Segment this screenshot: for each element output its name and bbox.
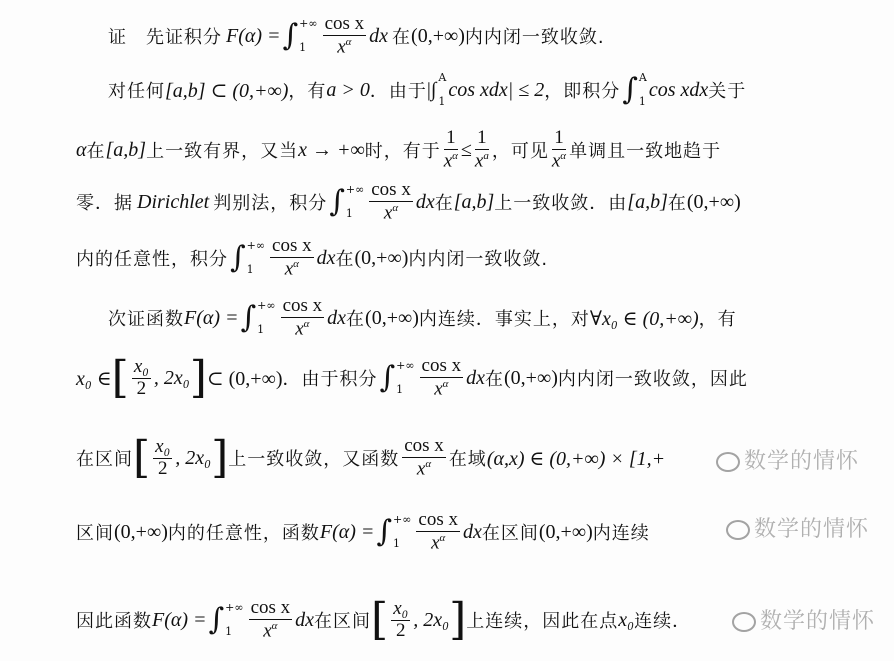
line6-text-a: 次证函数	[108, 309, 184, 331]
line9-text-c: 内的任意性，函数	[167, 523, 320, 545]
line4-text-f: 上一致收敛．由	[494, 193, 628, 215]
line1-interval: (0,+∞)	[411, 24, 465, 47]
line3-text-i: 单调且一致地趋于	[569, 141, 722, 163]
watermark-1: 数学的情怀	[716, 444, 859, 475]
line2-text-a: 对任何	[108, 81, 165, 103]
interval-right: , 2x₀	[413, 608, 450, 631]
line2-a-positive: a > 0	[326, 78, 370, 101]
integral-sign: ∫ +∞ 1	[329, 182, 365, 221]
line4-interval-2: [a,b]	[627, 190, 668, 213]
line2-bound: cos xdx| ≤ 2	[448, 78, 545, 101]
line3-text-h: ，可见	[491, 141, 549, 163]
integral-sign: ∫ +∞ 1	[230, 238, 266, 277]
watermark-3: 数学的情怀	[732, 604, 875, 635]
line2-integrand: cos xdx	[648, 78, 709, 101]
right-bracket: ]	[449, 594, 467, 646]
left-bracket: [	[133, 432, 151, 484]
line4-open-interval: (0,+∞)	[686, 190, 741, 213]
fraction-cos-over-x-alpha: $\frac{\text{cos x}}{x^\alpha}$	[250, 597, 291, 642]
wechat-logo-icon	[716, 452, 740, 472]
proof-line-4	[76, 180, 894, 224]
fraction-x0-over-2: $\frac{\text{x₀}}{2}$	[155, 435, 171, 479]
line9-interval-2: (0,+∞)	[538, 520, 593, 543]
fraction-cos-over-x-alpha: $\frac{\text{cos x}}{x^\alpha}$	[324, 13, 365, 58]
line8-domain: (α,x) ∈ (0,+∞) × [1,+	[486, 447, 666, 470]
dx: dx	[295, 608, 315, 631]
line1-text-b: 在	[392, 27, 412, 49]
line9-text-e: 在区间	[481, 523, 539, 545]
line7-subset: ⊂ (0,+∞)	[206, 367, 283, 390]
line2-text-e: ．由于	[369, 81, 427, 103]
interval-right: , 2x₀	[175, 446, 212, 469]
integral-sign: ∫ A 1	[622, 71, 647, 109]
integral-sign: ∫ +∞ 1	[379, 358, 415, 397]
line3-text-b: 在	[86, 141, 106, 163]
fraction-cos-over-x-alpha: $\frac{\text{cos x}}{x^\alpha}$	[371, 179, 411, 224]
dx: dx	[466, 366, 485, 389]
line4-text-d: 在	[434, 193, 454, 215]
line9-text-a: 区间	[76, 523, 114, 545]
line3-limit: x → +∞	[298, 138, 365, 161]
line9-F: F(α) =	[319, 520, 375, 543]
integral-sign: A 1	[438, 71, 447, 109]
proof-line-6	[108, 296, 894, 340]
line6-text-c: 在	[346, 309, 366, 331]
watermark-2: 数学的情怀	[726, 512, 869, 543]
line3-text-d: 上一致有界，又当	[146, 141, 299, 163]
line7-interval: (0,+∞)	[504, 366, 558, 389]
line7-text-f: 内内闭一致收敛，因此	[557, 369, 748, 391]
fraction-one-over-x-alpha: $\frac{1}{x^\alpha}$	[443, 127, 458, 172]
dx: dx	[327, 306, 347, 329]
line10-x0: x₀	[618, 608, 635, 631]
fraction-one-over-x-alpha: $\frac{1}{x^\alpha}$	[551, 127, 567, 172]
line8-text-a: 在区间	[76, 449, 133, 471]
line5-text-d: 内内闭一致收敛.	[408, 249, 549, 271]
line4-interval: [a,b]	[453, 190, 495, 213]
fraction-one-over-x-a: $\frac{1}{x^a}$	[474, 127, 489, 172]
line5-text-b: 在	[335, 249, 355, 271]
line7-x0-in: x₀ ∈	[76, 367, 112, 390]
integral-sign: ∫ +∞ 1	[240, 298, 276, 337]
line6-interval: (0,+∞)	[365, 306, 419, 329]
alpha: α	[76, 138, 87, 161]
line6-text-e: 内连续．事实上，对	[418, 309, 590, 331]
wechat-logo-icon	[732, 612, 756, 632]
line6-forall: ∀x₀ ∈ (0,+∞)	[589, 307, 699, 330]
line2-interval: [a,b] ⊂ (0,+∞)	[165, 79, 289, 102]
line10-text-f: 连续．	[634, 611, 692, 633]
line7-text-c: ．由于积分	[282, 369, 378, 391]
line4-text-a: 零．据	[76, 193, 133, 215]
line10-text-c: 在区间	[314, 611, 372, 633]
integral-sign: ∫ +∞ 1	[376, 512, 412, 551]
line8-text-c: 在域	[448, 449, 487, 471]
dirichlet: Dirichlet	[137, 190, 210, 213]
dx: dx	[369, 24, 389, 47]
line9-interval: (0,+∞)	[114, 520, 168, 543]
line3-interval: [a,b]	[105, 138, 147, 161]
dx: dx	[415, 190, 435, 213]
line3-text-f: 时，有于	[364, 141, 441, 163]
dx: dx	[316, 246, 336, 269]
integral-sign: ∫ +∞ 1	[208, 600, 244, 639]
line10-text-d: 上连续，因此在点	[466, 611, 619, 633]
interval-right: , 2x₀	[153, 366, 190, 389]
fraction-x0-over-2: $\frac{\text{x₀}}{2}$	[393, 597, 409, 641]
line10-text-a: 因此函数	[76, 611, 152, 633]
line4-text-h: 在	[667, 193, 687, 215]
line1-text-d: 内内闭一致收敛.	[464, 27, 605, 49]
line1-F: F(α) =	[226, 24, 281, 47]
fraction-cos-over-x-alpha: $\frac{\text{cos x}}{x^\alpha}$	[421, 355, 462, 400]
line6-F: F(α) =	[184, 306, 239, 329]
left-bracket: [	[111, 352, 129, 404]
line2-text-c: ，有	[288, 81, 327, 103]
wechat-logo-icon	[726, 520, 750, 540]
proof-line-7	[76, 352, 894, 404]
proof-line-3	[76, 128, 894, 172]
proof-line-5	[76, 236, 894, 280]
right-bracket: ]	[211, 432, 229, 484]
line2-text-j: 关于	[708, 81, 747, 103]
line5-text-a: 内的任意性，积分	[76, 249, 228, 271]
line10-F: F(α) =	[152, 608, 207, 631]
line1-text-a: 证 先证积分	[108, 27, 222, 49]
proof-line-2	[108, 72, 894, 108]
line3-leq: ≤	[460, 138, 472, 161]
line2-text-h: ，即积分	[544, 81, 621, 103]
right-bracket: ]	[189, 352, 207, 404]
line6-text-g: ，有	[698, 309, 737, 331]
fraction-cos-over-x-alpha: $\frac{\text{cos x}}{x^\alpha}$	[282, 295, 323, 340]
fraction-cos-over-x-alpha: $\frac{\text{cos x}}{x^\alpha}$	[404, 435, 444, 480]
line8-text-b: 上一致收敛，又函数	[228, 449, 400, 471]
integral-sign: ∫ +∞ 1	[282, 16, 318, 55]
line9-text-g: 内连续	[592, 523, 650, 545]
proof-line-1	[108, 14, 894, 58]
fraction-x0-over-2: $\frac{\text{x₀}}{2}$	[133, 355, 149, 399]
dx: dx	[463, 520, 482, 543]
line7-text-d: 在	[485, 369, 504, 391]
line5-interval: (0,+∞)	[354, 246, 409, 269]
line2-abs-integral: |∫	[426, 78, 437, 101]
fraction-cos-over-x-alpha: $\frac{\text{cos x}}{x^\alpha}$	[418, 509, 458, 554]
fraction-cos-over-x-alpha: $\frac{\text{cos x}}{x^\alpha}$	[272, 235, 312, 280]
line4-text-c: 判别法，积分	[213, 193, 328, 215]
left-bracket: [	[371, 594, 389, 646]
